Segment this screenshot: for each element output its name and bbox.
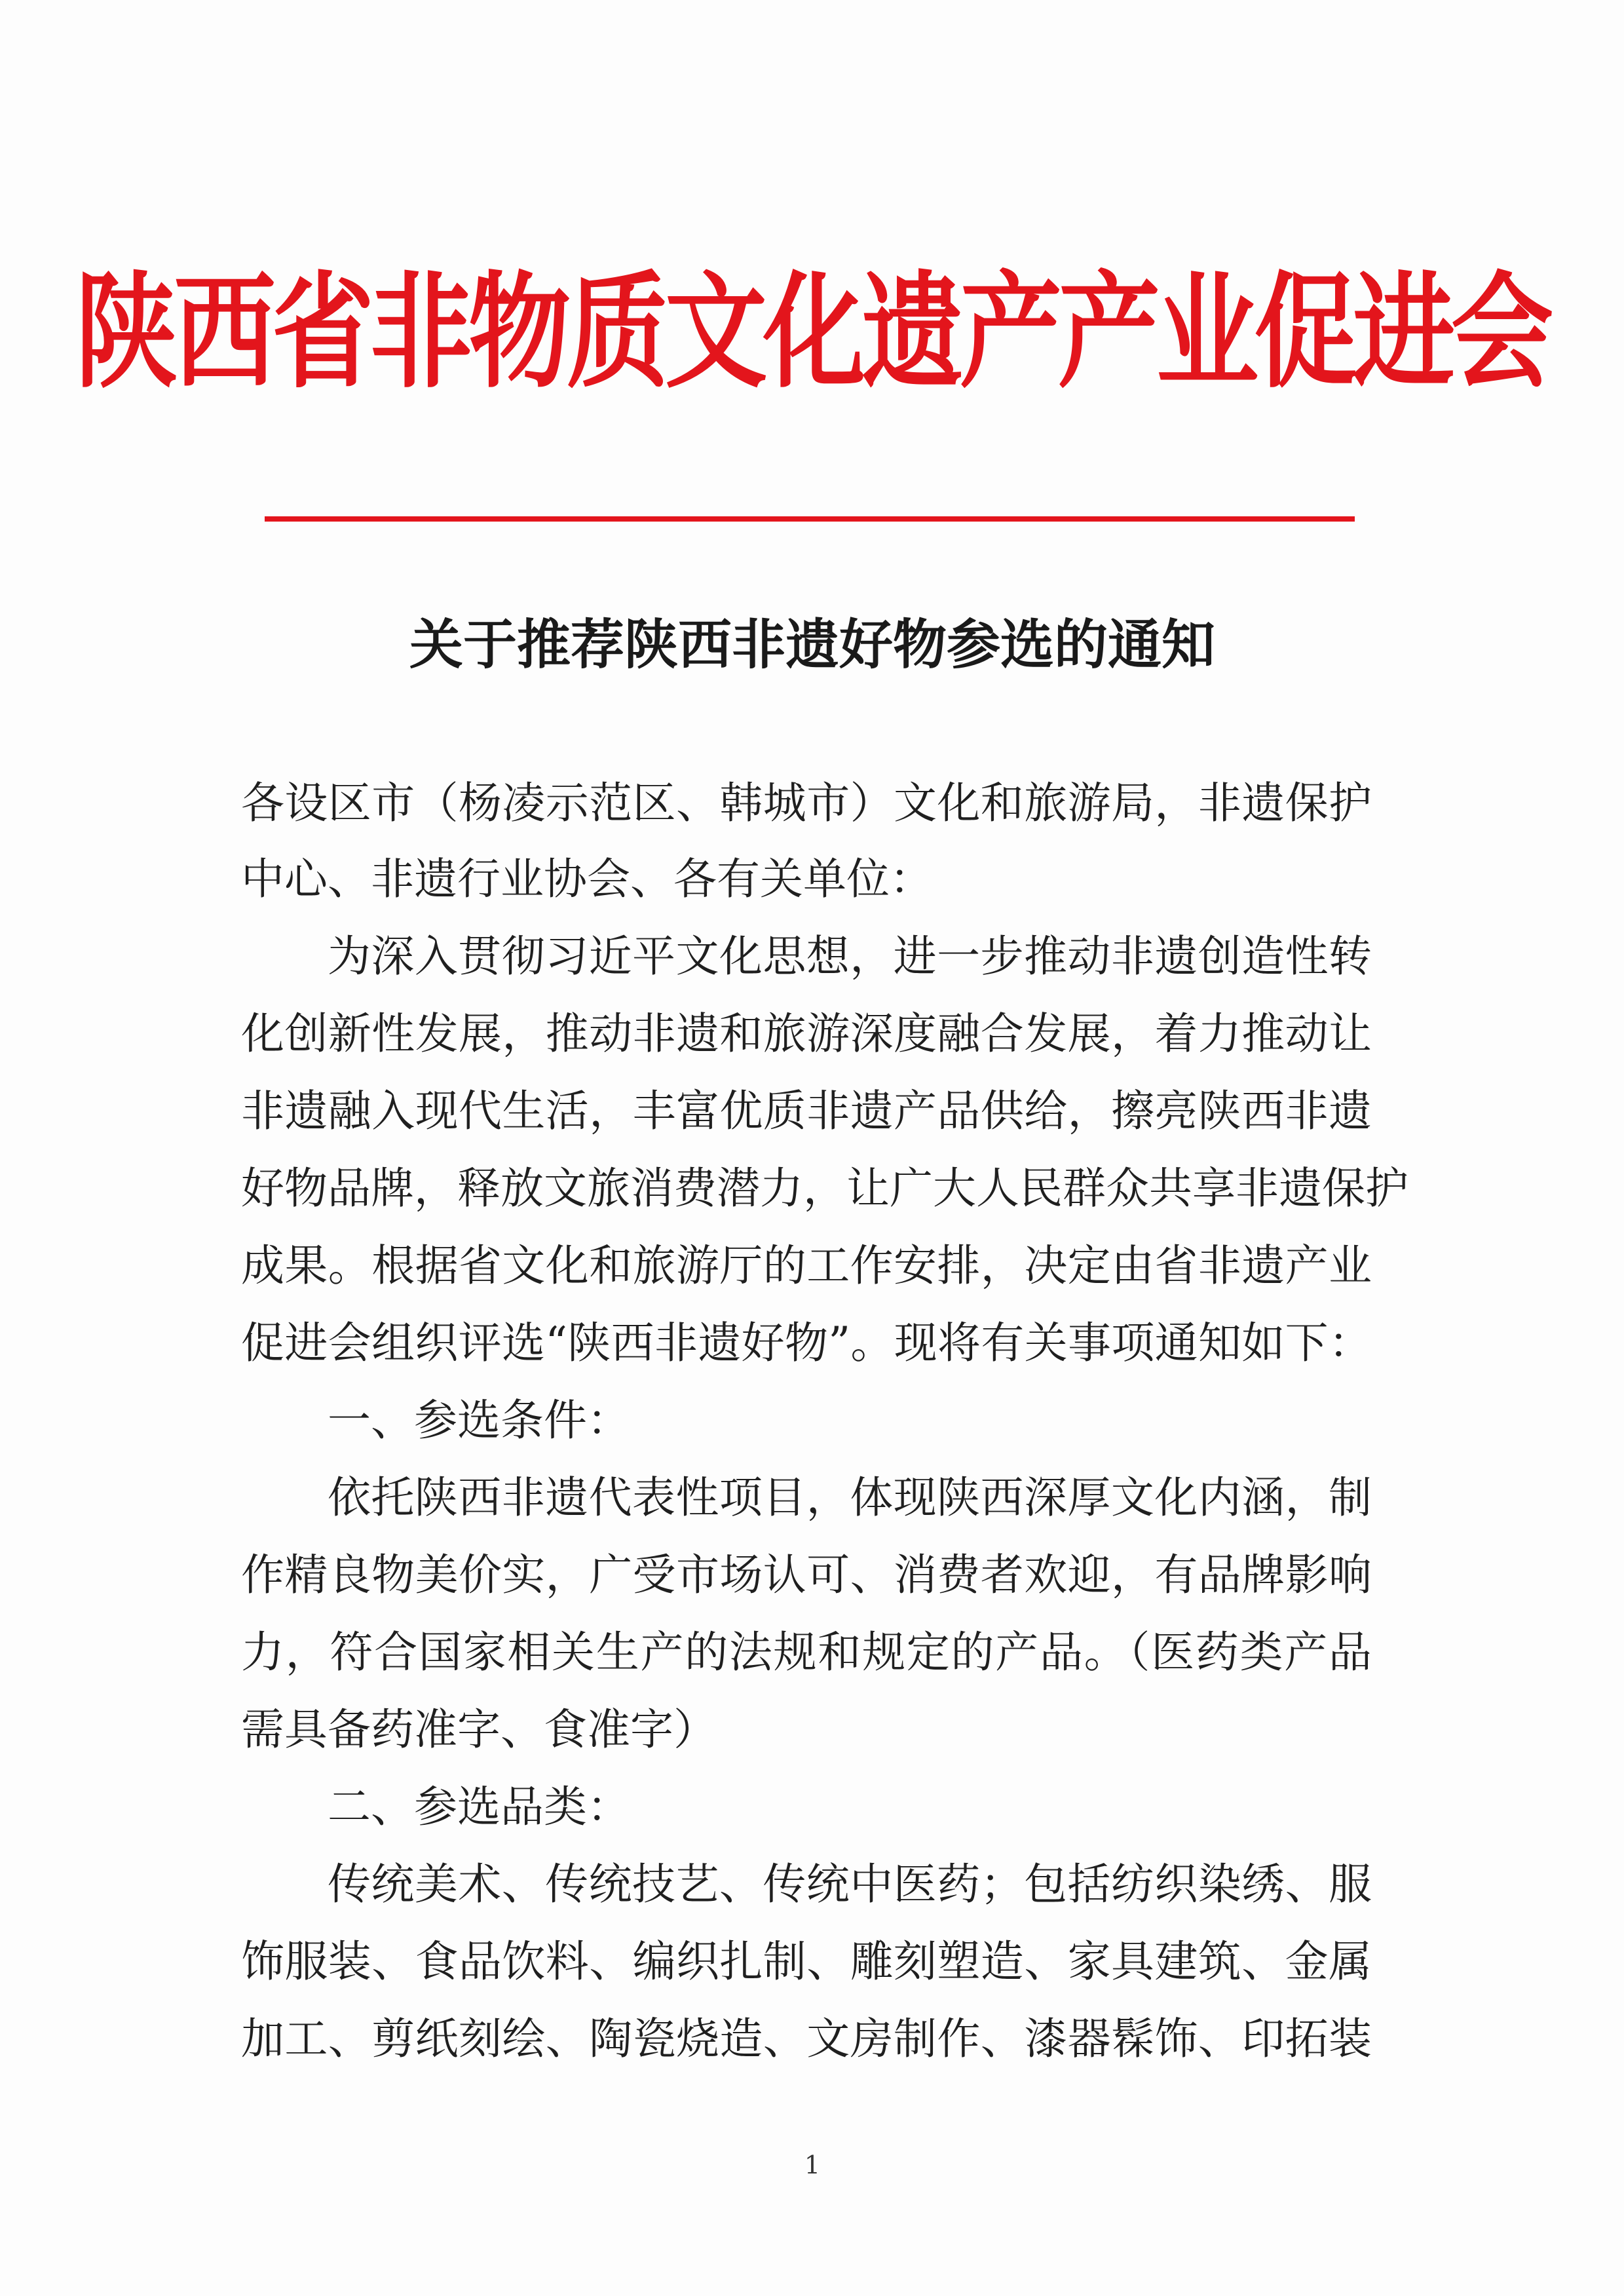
body-line-1: 各设区市（杨凌示范区、韩城市）文化和旅游局，非遗保护 [241, 778, 1372, 828]
page-number: 1 [804, 2151, 821, 2179]
body-line-17: 加工、剪纸刻绘、陶瓷烧造、文房制作、漆器髹饰、印拓装 [241, 2014, 1372, 2064]
body-line-8: 促进会组织评选“陕西非遗好物”。现将有关事项通知如下： [241, 1318, 1372, 1368]
body-line-10: 依托陕西非遗代表性项目，体现陕西深厚文化内涵，制 [328, 1472, 1372, 1523]
body-line-7: 成果。根据省文化和旅游厅的工作安排，决定由省非遗产业 [241, 1240, 1372, 1291]
body-line-15: 传统美术、传统技艺、传统中医药；包括纺织染绣、服 [328, 1859, 1372, 1909]
body-line-6: 好物品牌，释放文旅消费潜力，让广大人民群众共享非遗保护 [241, 1163, 1408, 1214]
body-line-16: 饰服装、食品饮料、编织扎制、雕刻塑造、家具建筑、金属 [241, 1936, 1372, 1987]
body-line-3: 为深入贯彻习近平文化思想，进一步推动非遗创造性转 [328, 931, 1372, 982]
letterhead-title: 陕西省非物质文化遗产产业促进会 [75, 258, 1549, 405]
section-heading-2: 二、参选品类： [328, 1782, 630, 1832]
body-line-13: 需具备药准字、食准字） [241, 1704, 717, 1755]
body-line-5: 非遗融入现代生活，丰富优质非遗产品供给，擦亮陕西非遗 [241, 1086, 1372, 1136]
section-heading-1: 一、参选条件： [328, 1395, 630, 1445]
body-line-12: 力，符合国家相关生产的法规和规定的产品。（医药类产品 [241, 1627, 1372, 1677]
letterhead-red-rule [265, 516, 1355, 522]
body-line-2: 中心、非遗行业协会、各有关单位： [241, 854, 933, 904]
body-line-4: 化创新性发展，推动非遗和旅游深度融合发展，着力推动让 [241, 1008, 1372, 1059]
notice-title: 关于推荐陕西非遗好物参选的通知 [409, 614, 1215, 676]
body-line-11: 作精良物美价实，广受市场认可、消费者欢迎，有品牌影响 [241, 1550, 1372, 1600]
